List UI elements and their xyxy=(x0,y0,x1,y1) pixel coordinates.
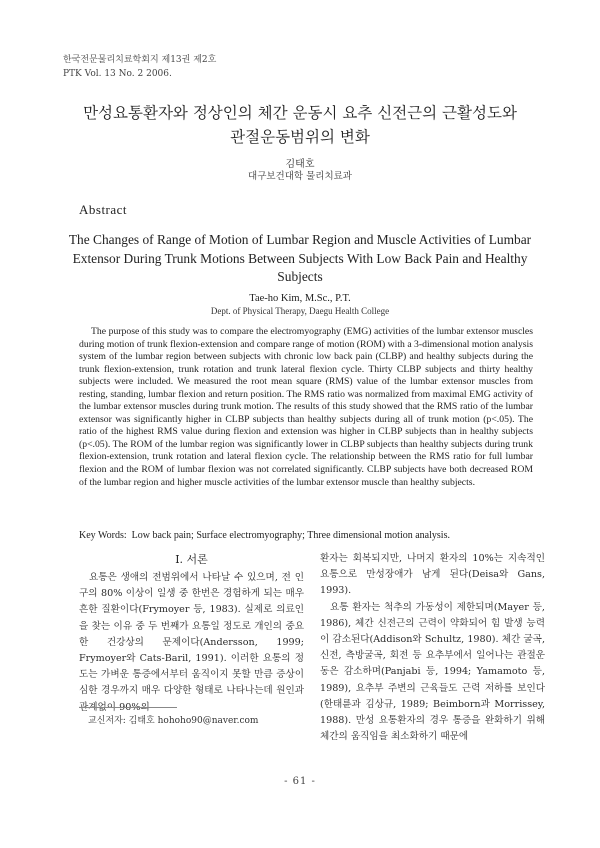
korean-title-line-1: 만성요통환자와 정상인의 체간 운동시 요추 신전근의 근활성도와 xyxy=(83,104,517,122)
intro-paragraph-2: 요통 환자는 척추의 가동성이 제한되며(Mayer 등, 1986), 체간 신전근의 근력이 약화되어 힘 발생 능력이 감소된다(Addison와 Schultz, 1980). 체간 굴곡, 신전, 측방굴곡, 회전 등 요추부에서 일어나는 관절운동은 감소하며(Panjabi 등, 1994; Yamamoto 등, 1989), 요추부 주변의 근육들도 근력 저하를 보인다(한태륜과 김상규, 1989; Beimborn과 Morrissey, 1988). 만성 요통환자의 경우 통증을 완화하기 위해 체간의 움직임을 최소화하기 때문에 xyxy=(320,601,545,743)
journal-name-ko: 한국전문물리치료학회지 제13권 제2호 xyxy=(63,55,217,65)
body-column-right xyxy=(320,551,545,745)
keywords xyxy=(79,530,450,541)
abstract-paragraph: The purpose of this study was to compare the electromyography (EMG) activities of the lumbar extensor muscles during motion of trunk flexion-extension and compare range of motion (ROM) with a 3-dimensional motion analysis system of the lumbar region between subjects with chronic low back pain (CLBP) and healthy subjects during the trunk flexion-extension, trunk rotation and trunk lateral flexion cycle. Thirty CLBP subjects and thirty healthy subjects were included. We measured the root mean square (RMS) value of the lumbar extensor muscles from resting, standing, lumbar flexion and return position. The RMS ratio was normalized from maximal EMG activity of the lumbar extensor muscles during trunk motion. The results of this study showed that the RMS ratio of the lumbar extensor was significantly higher in CLBP subjects than healthy subjects during all of trunk motion (p<.05). The ratio of the highest RMS value during flexion and extension was higher in CLBP subjects than in healthy subjects (p<.05). The ROM of the lumbar region was significantly lower in CLBP subjects than healthy subjects during trunk flexion-extension, trunk rotation and lateral flexion cycle. The relationship between the RMS ratio for full lumbar flexion and the ROM of lumbar flexion was not correlated significantly. CLBP subjects have both decreased ROM of the lumbar region and higher muscle activities of the lumbar extensor muscle than healthy subjects. xyxy=(79,326,533,488)
keywords-label: Key Words: xyxy=(79,530,127,541)
korean-title-line-2: 관절운동범위의 변화 xyxy=(230,128,370,146)
keywords-text: Low back pain; Surface electromyography; Three dimensional motion analysis. xyxy=(131,530,450,541)
corresponding-author-footnote: 교신저자: 김태호 hohoho90@naver.com xyxy=(88,716,259,726)
korean-affiliation: 대구보건대학 물리치료과 xyxy=(248,171,352,182)
intro-paragraph-1-continued: 환자는 회복되지만, 나머지 환자의 10%는 지속적인 요통으로 만성장애가 남게 된다(Deisa와 Gans, 1993). xyxy=(320,553,545,597)
page-number: - 61 - xyxy=(284,776,316,787)
korean-title xyxy=(60,101,540,149)
abstract-body xyxy=(79,326,533,489)
intro-paragraph-1: 요통은 생애의 전범위에서 나타날 수 있으며, 전 인구의 80% 이상이 일생 중 한번은 경험하게 되는 매우 흔한 질환이다(Frymoyer 등, 1983). 실제로 의료인을 찾는 이유 중 두 번째가 요통일 정도로 개인의 중요한 건강상의 문제이다(Andersson, 1999; Frymoyer와 Cats-Baril, 1991). 이러한 요통의 정도는 가벼운 통증에서부터 움직이지 못할 만큼 증상이 심한 경우까지 매우 다양한 형태로 나타나는데 원인과 관계없이 90%의 xyxy=(79,572,304,713)
section-heading-introduction: Ⅰ. 서론 xyxy=(175,553,208,566)
footnote-divider xyxy=(79,707,177,708)
korean-author: 김태호 xyxy=(285,159,315,170)
english-affiliation: Dept. of Physical Therapy, Daegu Health College xyxy=(210,306,390,316)
journal-header xyxy=(63,53,216,81)
english-author: Tae-ho Kim, M.Sc., P.T. xyxy=(249,293,351,304)
english-title: The Changes of Range of Motion of Lumbar Region and Muscle Activities of Lumbar Extensor During Trunk Motions Between Subjects With Low Back Pain and Healthy Subjects xyxy=(68,232,532,284)
journal-volume: PTK Vol. 13 No. 2 2006. xyxy=(63,69,172,79)
body-column-left xyxy=(79,570,304,716)
abstract-heading: Abstract xyxy=(79,202,128,217)
